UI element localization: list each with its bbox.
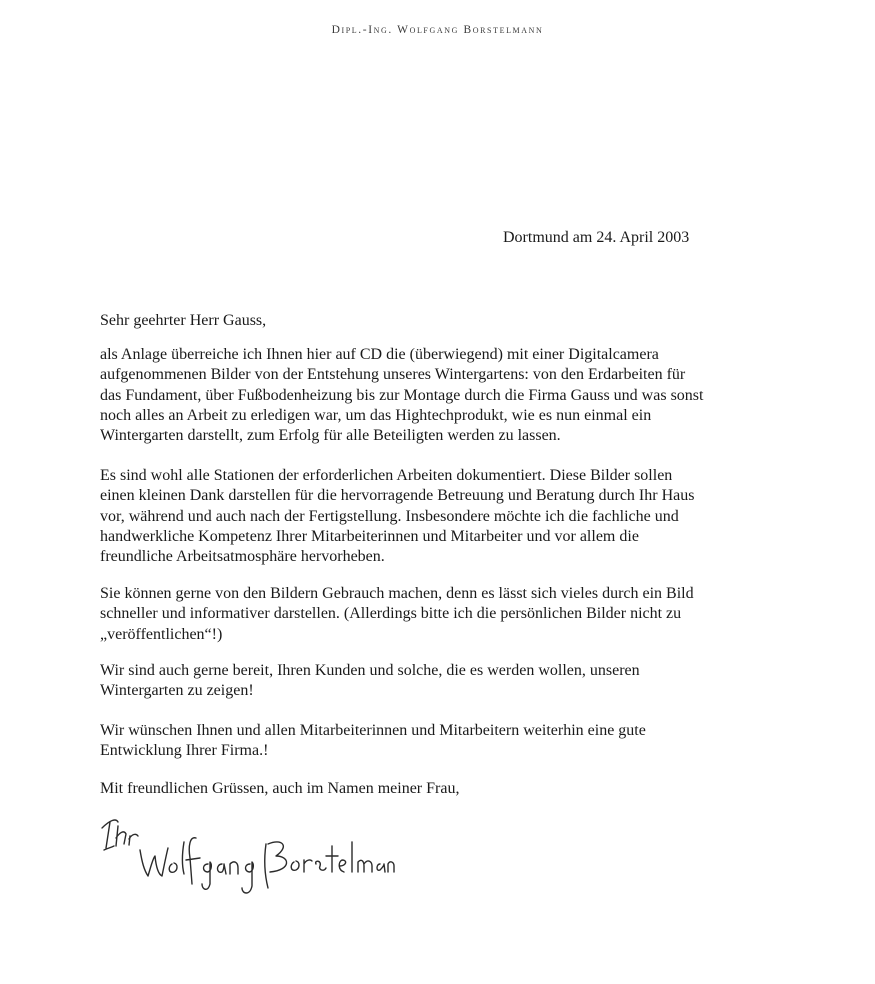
paragraph-line: Es sind wohl alle Stationen der erforderlichen Arbeiten dokumentiert. Diese Bilder sollen (100, 467, 673, 484)
salutation: Sehr geehrter Herr Gauss, (100, 312, 267, 329)
paragraph-3 (100, 584, 760, 645)
paragraph-line: Entwicklung Ihrer Firma.! (100, 742, 269, 760)
paragraph-5 (100, 721, 760, 762)
paragraph-line: Wintergarten darstellt, zum Erfolg für alle Beteiligten werden zu lassen. (100, 427, 561, 445)
paragraph-4 (100, 661, 760, 702)
paragraph-line: einen kleinen Dank darstellen für die hervorragende Betreuung und Beratung durch Ihr Haus (100, 487, 695, 505)
paragraph-line: freundliche Arbeitsatmosphäre hervorheben. (100, 548, 385, 566)
paragraph-line: Wir wünschen Ihnen und allen Mitarbeiterinnen und Mitarbeitern weiterhin eine gute (100, 722, 646, 739)
paragraph-line: aufgenommenen Bilder von der Entstehung unseres Wintergartens: von den Erdarbeiten für (100, 366, 686, 384)
paragraph-line: „veröffentlichen“!) (100, 625, 223, 643)
paragraph-2 (100, 466, 760, 567)
paragraph-line: Wir sind auch gerne bereit, Ihren Kunden und solche, die es werden wollen, unseren (100, 662, 640, 679)
paragraph-line: als Anlage überreiche ich Ihnen hier auf CD die (überwiegend) mit einer Digitalcamera (100, 346, 659, 363)
paragraph-line: das Fundament, über Fußbodenheizung bis zur Montage durch die Firma Gauss und was sonst (100, 386, 704, 404)
letter-date: Dortmund am 24. April 2003 (503, 229, 690, 246)
paragraph-line: Sie können gerne von den Bildern Gebrauch machen, denn es lässt sich vieles durch ein Bild (100, 585, 694, 602)
paragraph-line: handwerkliche Kompetenz Ihrer Mitarbeiterinnen und Mitarbeiter und vor allem die (100, 527, 639, 545)
paragraph-1 (100, 345, 760, 446)
handwritten-signature (96, 812, 396, 902)
paragraph-line: vor, während und auch nach der Fertigstellung. Insbesondere möchte ich die fachliche und (100, 507, 679, 525)
paragraph-line: Wintergarten zu zeigen! (100, 682, 254, 700)
letterhead: Dipl.-Ing. Wolfgang Borstelmann (331, 24, 544, 36)
paragraph-line: schneller und informativer darstellen. (Allerdings bitte ich die persönlichen Bilder nicht zu (100, 605, 682, 623)
closing: Mit freundlichen Grüssen, auch im Namen meiner Frau, (100, 780, 460, 797)
paragraph-line: noch alles an Arbeit zu erledigen war, um das Hightechprodukt, wie es nun einmal ein (100, 406, 652, 424)
